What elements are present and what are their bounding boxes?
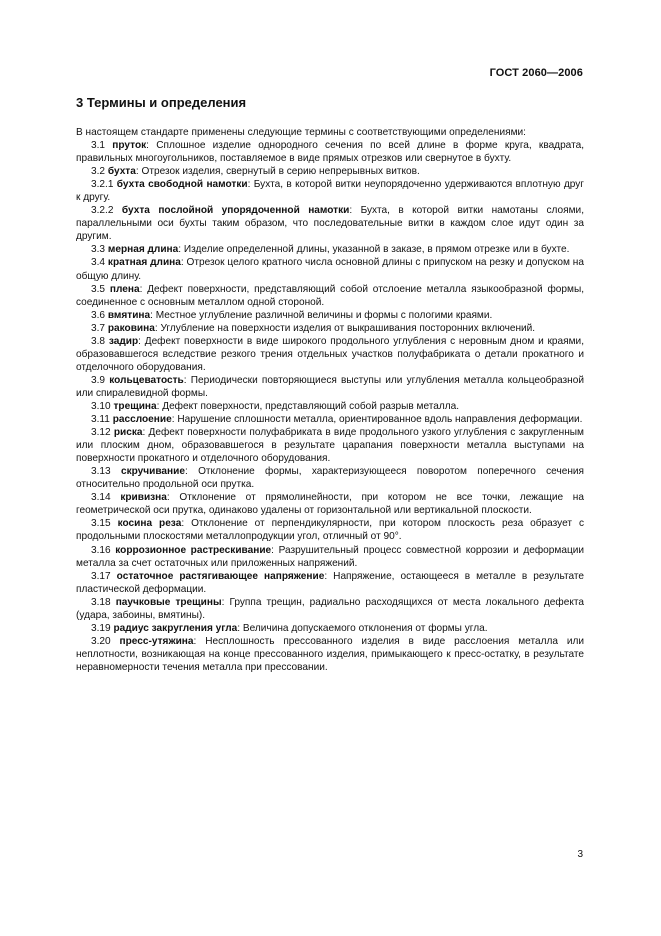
term-number: 3.1: [91, 140, 106, 152]
term-entry: 3.18 паучковые трещины: Группа трещин, радиально расходящихся от места локального дефекта (удара, забоины, вмятины).: [76, 596, 584, 621]
term-number: 3.16: [91, 544, 111, 556]
term-name: коррозионное растрескивание: [115, 544, 272, 556]
term-number: 3.10: [91, 400, 111, 412]
term-definition: Нарушение сплошности металла, ориентированное вдоль направления деформации.: [177, 414, 583, 426]
term-definition: Дефект поверхности, представляющий собой разрыв металла.: [162, 400, 460, 412]
term-definition: Местное углубление различной величины и формы с пологими краями.: [155, 309, 493, 321]
term-number: 3.15: [91, 518, 111, 530]
term-number: 3.6: [91, 309, 106, 321]
term-entry: 3.8 задир: Дефект поверхности в виде широкого продольного углубления с неровным дном и краями, образовавшегося вследствие резкого трения отдельных участков полуфабриката о детали прокатного и отделочного оборудования.: [76, 335, 584, 373]
term-entry: 3.15 косина реза: Отклонение от перпендикулярности, при котором плоскость реза образует с продольными плоскостями металлопродукции угол, отличный от 90°.: [76, 518, 585, 543]
term-name: бухта: [107, 166, 136, 178]
term-entry: 3.4 кратная длина: Отрезок целого кратного числа основной длины с припуском на резку и допуском на общую длину.: [76, 257, 584, 282]
term-name: пресс-утяжина: [119, 635, 194, 647]
term-number: 3.4: [91, 257, 106, 269]
term-entry: 3.10 трещина: Дефект поверхности, представляющий собой разрыв металла.: [91, 400, 460, 412]
document-header: [490, 67, 583, 79]
term-name: расслоение: [112, 414, 172, 426]
term-definition: Группа трещин, радиально расходящихся от места локального дефекта (удара, забоины, вмятины).: [76, 596, 584, 621]
term-entry: 3.2 бухта: Отрезок изделия, свернутый в серию непрерывных витков.: [91, 166, 420, 178]
term-definition: Бухта, в которой витки намотаны слоями, параллельными оси бухты таким образом, что последовательные витки в каждом слое идут один за другим.: [76, 205, 584, 243]
terms-body: [76, 126, 584, 674]
term-definition: Отклонение от прямолинейности, при котором не все точки, лежащие на геометрической оси прутка, одинаково удалены от горизонтальной или вертикальной плоскости.: [76, 492, 584, 517]
term-number: 3.20: [91, 635, 111, 647]
term-entry: 3.12 риска: Дефект поверхности полуфабриката в виде продольного узкого углубления с закругленным или плоским дном, образовавшегося в результате царапания поверхности металла выступами на поверхности прокатного и отделочного оборудования.: [76, 427, 584, 465]
term-number: 3.17: [91, 570, 111, 582]
term-number: 3.7: [91, 322, 106, 334]
term-definition: Дефект поверхности в виде широкого продольного углубления с неровным дном и краями, образовавшегося вследствие резкого трения отдельных участков полуфабриката о детали прокатного и отделочного оборудования.: [76, 335, 584, 373]
term-definition: Дефект поверхности полуфабриката в виде продольного узкого углубления с закругленным или плоским дном, образовавшегося в результате царапания поверхности металла выступами на поверхности прокатного и отделочного оборудования.: [76, 427, 584, 465]
term-entry: 3.7 раковина: Углубление на поверхности изделия от выкрашивания посторонних включений.: [91, 322, 536, 334]
term-definition: Отрезок изделия, свернутый в серию непрерывных витков.: [141, 166, 420, 178]
term-name: косина реза: [117, 518, 182, 530]
terms-list: [76, 139, 584, 674]
term-number: 3.18: [91, 596, 111, 608]
term-entry: 3.19 радиус закругления угла: Величина допускаемого отклонения от формы угла.: [91, 622, 488, 634]
term-name: трещина: [113, 400, 157, 412]
term-name: кольцеватость: [109, 374, 184, 386]
term-entry: 3.17 остаточное растягивающее напряжение: Напряжение, остающееся в металле в результате пластической деформации.: [76, 570, 585, 595]
term-definition: Дефект поверхности, представляющий собой отслоение металла языкообразной формы, соединенное с основным металлом одной стороной.: [76, 283, 585, 308]
section-title: 3 Термины и определения: [76, 95, 247, 110]
term-name: раковина: [107, 322, 155, 334]
term-name: плена: [109, 283, 140, 295]
term-number: 3.19: [91, 622, 111, 634]
term-name: бухта свободной намотки: [116, 179, 248, 191]
term-definition: Сплошное изделие однородного сечения по всей длине в форме круга, квадрата, правильных многоугольников, поставляемое в виде прямых отрезков или свернутое в бухту.: [76, 140, 585, 165]
term-number: 3.13: [91, 466, 111, 478]
term-entry: 3.2.2 бухта послойной упорядоченной намотки: Бухта, в которой витки намотаны слоями, параллельными оси бухты таким образом, что последовательные витки в каждом слое идут один за другим.: [76, 205, 584, 243]
term-name: кратная длина: [107, 257, 181, 269]
term-number: 3.14: [91, 492, 111, 504]
term-entry: 3.2.1 бухта свободной намотки: Бухта, в которой витки неупорядоченно удерживаются вплотную друг к другу.: [76, 179, 584, 204]
term-definition: Углубление на поверхности изделия от выкрашивания посторонних включений.: [160, 322, 536, 334]
term-name: остаточное растягивающее напряжение: [116, 570, 325, 582]
term-entry: 3.1 пруток: Сплошное изделие однородного сечения по всей длине в форме круга, квадрата, правильных многоугольников, поставляемое в виде прямых отрезков или свернутое в бухту.: [76, 140, 585, 165]
term-definition: Бухта, в которой витки неупорядоченно удерживаются вплотную друг к другу.: [76, 179, 584, 204]
term-name: радиус закругления угла: [113, 622, 238, 634]
term-name: мерная длина: [107, 244, 179, 256]
term-name: паучковые трещины: [115, 596, 222, 608]
term-entry: 3.6 вмятина: Местное углубление различной величины и формы с пологими краями.: [91, 309, 493, 321]
term-name: скручивание: [120, 466, 185, 478]
standard-designation: ГОСТ 2060—2006: [489, 67, 583, 79]
term-definition: Отклонение от перпендикулярности, при котором плоскость реза образует с продольными плоскостями металлопродукции угол, отличный от 90°.: [76, 518, 585, 543]
term-entry: 3.11 расслоение: Нарушение сплошности металла, ориентированное вдоль направления деформации.: [91, 414, 583, 426]
term-definition: Периодически повторяющиеся выступы или углубления металла кольцеобразной или спиралевидной формы.: [76, 374, 584, 399]
term-number: 3.9: [91, 374, 106, 386]
term-definition: Изделие определенной длины, указанной в заказе, в прямом отрезке или в бухте.: [183, 244, 570, 256]
term-entry: 3.16 коррозионное растрескивание: Разрушительный процесс совместной коррозии и деформации металла за счет остаточных или приложенных напряжений.: [76, 544, 585, 569]
term-name: задир: [108, 335, 139, 347]
term-number: 3.2: [91, 166, 106, 178]
term-definition: Отклонение формы, характеризующееся поворотом поперечного сечения относительно продольной оси прутка.: [76, 466, 584, 491]
term-definition: Несплошность прессованного изделия в виде расслоения металла или неплотности, возникающая на конце прессованного изделия, примыкающего к пресс-остатку, в результате неравномерности течения металла при прессовании.: [76, 635, 585, 673]
term-name: риска: [113, 427, 143, 439]
term-entry: 3.9 кольцеватость: Периодически повторяющиеся выступы или углубления металла кольцеобразной или спиралевидной формы.: [76, 374, 584, 399]
term-name: вмятина: [107, 309, 151, 321]
term-definition: Отрезок целого кратного числа основной длины с припуском на резку и допуском на общую длину.: [76, 257, 584, 282]
term-entry: 3.13 скручивание: Отклонение формы, характеризующееся поворотом поперечного сечения относительно продольной оси прутка.: [76, 466, 584, 491]
term-name: пруток: [112, 140, 147, 152]
page-number: 3: [577, 849, 583, 860]
term-entry: 3.14 кривизна: Отклонение от прямолинейности, при котором не все точки, лежащие на геометрической оси прутка, одинаково удалены от горизонтальной или вертикальной плоскости.: [76, 492, 584, 517]
term-number: 3.5: [91, 283, 106, 295]
term-definition: Величина допускаемого отклонения от формы угла.: [242, 622, 488, 634]
term-entry: 3.20 пресс-утяжина: Несплошность прессованного изделия в виде расслоения металла или неплотности, возникающая на конце прессованного изделия, примыкающего к пресс-остатку, в результате неравномерности течения металла при прессовании.: [76, 635, 585, 673]
term-number: 3.2.1: [91, 179, 114, 191]
term-entry: 3.5 плена: Дефект поверхности, представляющий собой отслоение металла языкообразной формы, соединенное с основным металлом одной стороной.: [76, 283, 585, 308]
term-number: 3.12: [91, 427, 111, 439]
term-number: 3.11: [91, 414, 110, 426]
term-name: кривизна: [120, 492, 167, 504]
term-entry: 3.3 мерная длина: Изделие определенной длины, указанной в заказе, в прямом отрезке или в бухте.: [91, 244, 570, 256]
term-definition: Разрушительный процесс совместной коррозии и деформации металла за счет остаточных или приложенных напряжений.: [76, 544, 585, 569]
section-intro: В настоящем стандарте применены следующие термины с соответствующими определениями:: [76, 127, 526, 138]
term-number: 3.2.2: [91, 205, 114, 217]
term-name: бухта послойной упорядоченной намотки: [121, 205, 350, 217]
term-number: 3.3: [91, 244, 106, 256]
term-definition: Напряжение, остающееся в металле в результате пластической деформации.: [76, 570, 585, 595]
term-number: 3.8: [91, 335, 106, 347]
